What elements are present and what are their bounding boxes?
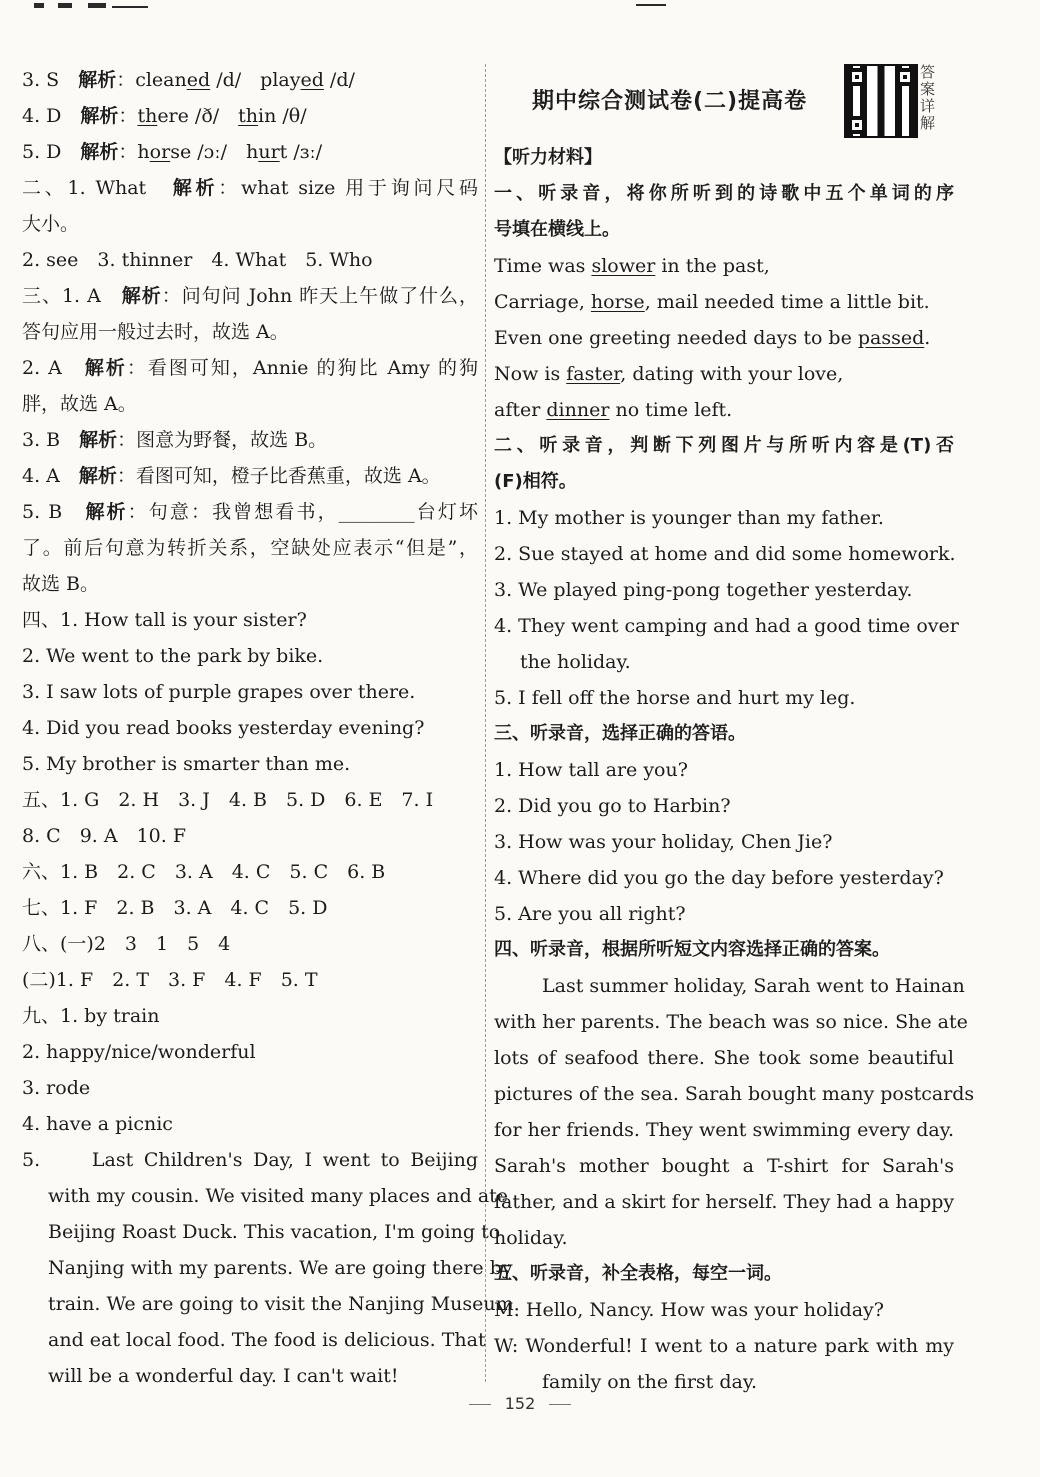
text-span: 4. A <box>22 465 79 487</box>
answer-line <box>22 1142 478 1178</box>
test-title: 期中综合测试卷(二)提高卷 <box>532 89 808 114</box>
material-line <box>494 320 954 356</box>
text-span: ： <box>118 105 138 127</box>
text-span: after <box>494 399 547 421</box>
answer-line <box>22 674 478 710</box>
answer-line <box>22 494 478 530</box>
material-line <box>494 248 954 284</box>
text-span: for her friends. They went swimming every day. <box>494 1119 954 1141</box>
answer-line <box>22 998 478 1034</box>
text-span: ：clean <box>116 69 187 91</box>
material-line <box>494 752 954 788</box>
text-span: 号填在横线上。 <box>494 219 620 240</box>
answer-line <box>22 890 478 926</box>
answer-line <box>22 638 478 674</box>
material-line <box>494 1328 954 1364</box>
text-span: 五、听录音，补全表格，每空一词。 <box>494 1263 782 1284</box>
answer-line <box>22 1286 514 1322</box>
text-span: no time left. <box>609 399 733 421</box>
text-span: 2. A <box>22 357 85 379</box>
underlined-text: ed <box>186 69 211 91</box>
material-line <box>494 176 954 212</box>
text-span: ：问句问 John 昨天上午做了什么， <box>161 285 478 307</box>
text-span: in /θ/ <box>258 105 307 127</box>
material-line <box>494 1112 954 1148</box>
material-line <box>494 428 954 464</box>
answer-line <box>22 962 478 998</box>
text-span: 3. How was your holiday, Chen Jie? <box>494 831 833 853</box>
text-span: 八、(一)2 3 1 5 4 <box>22 933 231 955</box>
text-span: 四、听录音，根据所听短文内容选择正确的答案。 <box>494 939 890 960</box>
answer-line <box>22 458 478 494</box>
material-line <box>494 212 954 248</box>
material-line <box>494 284 954 320</box>
section-header <box>494 62 954 140</box>
text-span: 8. C 9. A 10. F <box>22 825 187 847</box>
underlined-text: ur <box>258 141 280 163</box>
text-span: 3. B <box>22 429 80 451</box>
material-line <box>494 788 954 824</box>
text-span: 4. D <box>22 105 81 127</box>
text-span: Last summer holiday, Sarah went to Hainan <box>542 975 965 997</box>
text-span: (F)相符。 <box>494 471 577 492</box>
material-line <box>494 572 954 608</box>
text-span: with her parents. The beach was so nice. She ate <box>494 1011 968 1033</box>
text-span: (二)1. F 2. T 3. F 4. F 5. T <box>22 969 318 991</box>
answer-line <box>22 926 478 962</box>
underlined-text: th <box>238 105 259 127</box>
bold-label: 解析 <box>172 177 219 199</box>
text-span: 1. My mother is younger than my father. <box>494 507 884 529</box>
answer-line <box>22 134 478 170</box>
answer-line <box>22 1250 513 1286</box>
text-span: Time was <box>494 255 592 277</box>
bold-label: 解析 <box>85 501 128 523</box>
answer-line <box>22 1178 509 1214</box>
text-span: 三、听录音，选择正确的答语。 <box>494 723 746 744</box>
material-line <box>494 1184 954 1220</box>
material-line <box>494 608 959 644</box>
material-line <box>494 392 954 428</box>
text-span: 大小。 <box>22 213 80 235</box>
page-number-dash-right <box>549 1404 571 1405</box>
text-span: 2. see 3. thinner 4. What 5. Who <box>22 249 373 271</box>
text-span: 5. My brother is smarter than me. <box>22 753 351 775</box>
text-span: 4. have a picnic <box>22 1113 173 1135</box>
underlined-text: th <box>137 105 158 127</box>
answer-line <box>22 1322 486 1358</box>
answer-line <box>22 1070 478 1106</box>
bold-label: 解析 <box>78 69 117 91</box>
listening-material <box>494 140 975 1400</box>
text-span: 3. I saw lots of purple grapes over there. <box>22 681 416 703</box>
text-span: lots of seafood there. She took some beautiful <box>494 1047 954 1069</box>
underlined-text: passed <box>857 327 925 349</box>
material-line <box>494 1076 975 1112</box>
answer-line <box>22 566 478 602</box>
text-span: 4. Did you read books yesterday evening? <box>22 717 425 739</box>
text-span: /d/ play <box>210 69 301 91</box>
page-number <box>0 1394 1040 1413</box>
answer-line <box>22 422 478 458</box>
page-number-dash-left <box>469 1404 491 1405</box>
material-line <box>494 1220 954 1256</box>
text-span: 5. I fell off the horse and hurt my leg. <box>494 687 856 709</box>
text-span: ：看图可知，Annie 的狗比 Amy 的狗 <box>126 357 478 379</box>
material-line <box>494 968 965 1004</box>
text-span: 1. How tall are you? <box>494 759 688 781</box>
text-span: Sarah's mother bought a T-shirt for Sarah's <box>494 1155 954 1177</box>
text-span: 二、1. What <box>22 177 173 199</box>
bold-label: 解析 <box>78 465 117 487</box>
bold-label: 解析 <box>79 429 118 451</box>
text-span: 3. We played ping-pong together yesterday. <box>494 579 913 601</box>
material-line <box>494 464 954 500</box>
material-line <box>494 896 954 932</box>
text-span: W: Wonderful! I went to a nature park with my <box>494 1335 954 1357</box>
answer-line <box>22 602 478 638</box>
text-span: M: Hello, Nancy. How was your holiday? <box>494 1299 884 1321</box>
text-span: 胖，故选 A。 <box>22 393 137 415</box>
qr-code-icon[interactable] <box>844 64 918 138</box>
text-span: ：图意为野餐，故选 B。 <box>117 429 328 451</box>
material-line <box>494 860 954 896</box>
text-span: 4. Where did you go the day before yesterday? <box>494 867 944 889</box>
text-span: 2. happy/nice/wonderful <box>22 1041 256 1063</box>
text-span: , dating with your love, <box>620 363 844 385</box>
bold-label: 解析 <box>121 285 162 307</box>
answer-line <box>22 1214 501 1250</box>
left-column <box>22 62 514 1394</box>
text-span: /d/ <box>323 69 355 91</box>
answer-line <box>22 242 478 278</box>
material-line <box>494 140 954 176</box>
right-column <box>494 62 975 1400</box>
text-span: 5. D <box>22 141 81 163</box>
text-span: t /ɜː/ <box>279 141 323 163</box>
text-span: train. We are going to visit the Nanjing Museum <box>48 1293 514 1315</box>
text-span: 九、1. by train <box>22 1005 160 1027</box>
text-span: 4. They went camping and had a good time over <box>494 615 959 637</box>
text-span: 故选 B。 <box>22 573 100 595</box>
underlined-text: slower <box>591 255 656 277</box>
underlined-text: horse <box>590 291 645 313</box>
text-span: ：句意：我曾想看书，________台灯坏 <box>127 501 478 523</box>
text-span: the holiday. <box>520 651 631 673</box>
material-line <box>494 1148 954 1184</box>
answer-line <box>22 350 478 386</box>
material-line <box>494 680 954 716</box>
material-line <box>494 1292 954 1328</box>
material-line <box>494 1256 954 1292</box>
text-span: 5. B <box>22 501 86 523</box>
text-span: Now is <box>494 363 567 385</box>
text-span: ：what size 用于询问尺码 <box>218 177 478 199</box>
text-span: 三、1. A <box>22 285 122 307</box>
answer-line <box>22 278 478 314</box>
text-span: Beijing Roast Duck. This vacation, I'm going to <box>48 1221 501 1243</box>
material-line <box>494 536 954 572</box>
text-span: Carriage, <box>494 291 591 313</box>
answer-line <box>22 386 478 422</box>
text-span: 2. Sue stayed at home and did some homework. <box>494 543 956 565</box>
answer-line <box>22 1358 478 1394</box>
text-span: father, and a skirt for herself. They had a happy <box>494 1191 955 1213</box>
text-span: ：看图可知，橙子比香蕉重，故选 A。 <box>116 465 441 487</box>
material-line <box>494 356 954 392</box>
answer-line <box>22 530 478 566</box>
answer-line <box>22 710 478 746</box>
text-span: 5. Are you all right? <box>494 903 686 925</box>
text-span: ：h <box>118 141 150 163</box>
text-span: holiday. <box>494 1227 568 1249</box>
text-span: se /ɔː/ h <box>170 141 259 163</box>
text-span: Even one greeting needed days to be <box>494 327 858 349</box>
answer-line <box>22 854 478 890</box>
text-span: 七、1. F 2. B 3. A 4. C 5. D <box>22 897 328 919</box>
answer-line <box>22 746 478 782</box>
underlined-text: dinner <box>546 399 610 421</box>
material-line <box>494 1040 954 1076</box>
bold-label: 解析 <box>80 141 119 163</box>
qr-label: 答案详解 <box>920 63 936 132</box>
text-span: family on the first day. <box>542 1371 758 1393</box>
text-span: 答句应用一般过去时，故选 A。 <box>22 321 289 343</box>
underlined-text: or <box>149 141 171 163</box>
text-span: 一、听录音，将你所听到的诗歌中五个单词的序 <box>494 183 954 204</box>
text-span: 四、1. How tall is your sister? <box>22 609 307 631</box>
bold-label: 解析 <box>80 105 119 127</box>
text-span: 5. Last Children's Day, I went to Beijing <box>22 1149 478 1171</box>
bold-label: 解析 <box>84 357 127 379</box>
text-span: 2. We went to the park by bike. <box>22 645 324 667</box>
text-span: 了。前后句意为转折关系，空缺处应表示“但是”， <box>22 537 478 559</box>
material-line <box>494 500 954 536</box>
text-span: will be a wonderful day. I can't wait! <box>48 1365 399 1387</box>
answer-line <box>22 314 478 350</box>
text-span: Nanjing with my parents. We are going there by <box>48 1257 513 1279</box>
answer-line <box>22 170 478 206</box>
text-span: 六、1. B 2. C 3. A 4. C 5. C 6. B <box>22 861 386 883</box>
text-span: . <box>924 327 931 349</box>
text-span: and eat local food. The food is delicious. That <box>48 1329 486 1351</box>
text-span: 【听力材料】 <box>494 147 602 168</box>
text-span: 二、听录音，判断下列图片与所听内容是(T)否 <box>494 435 954 456</box>
answer-line <box>22 98 478 134</box>
answer-line <box>22 206 478 242</box>
material-line <box>494 1004 968 1040</box>
answer-line <box>22 1034 478 1070</box>
answer-line <box>22 818 478 854</box>
answer-line <box>22 1106 478 1142</box>
page-number-text: 152 <box>504 1394 536 1413</box>
material-line <box>494 716 954 752</box>
text-span: 3. S <box>22 69 79 91</box>
answer-line <box>22 782 478 818</box>
text-span: in the past, <box>655 255 770 277</box>
top-edge-marks <box>0 0 1040 12</box>
underlined-text: ed <box>300 69 324 91</box>
material-line <box>494 824 954 860</box>
text-span: with my cousin. We visited many places and ate <box>48 1185 509 1207</box>
text-span: , mail needed time a little bit. <box>644 291 930 313</box>
material-line <box>494 644 954 680</box>
text-span: 五、1. G 2. H 3. J 4. B 5. D 6. E 7. I <box>22 789 434 811</box>
answer-line <box>22 62 478 98</box>
text-span: 2. Did you go to Harbin? <box>494 795 731 817</box>
material-line <box>494 932 954 968</box>
text-span: pictures of the sea. Sarah bought many postcards <box>494 1083 975 1105</box>
underlined-text: faster <box>566 363 621 385</box>
text-span: 3. rode <box>22 1077 91 1099</box>
text-span: ere /ð/ <box>157 105 239 127</box>
